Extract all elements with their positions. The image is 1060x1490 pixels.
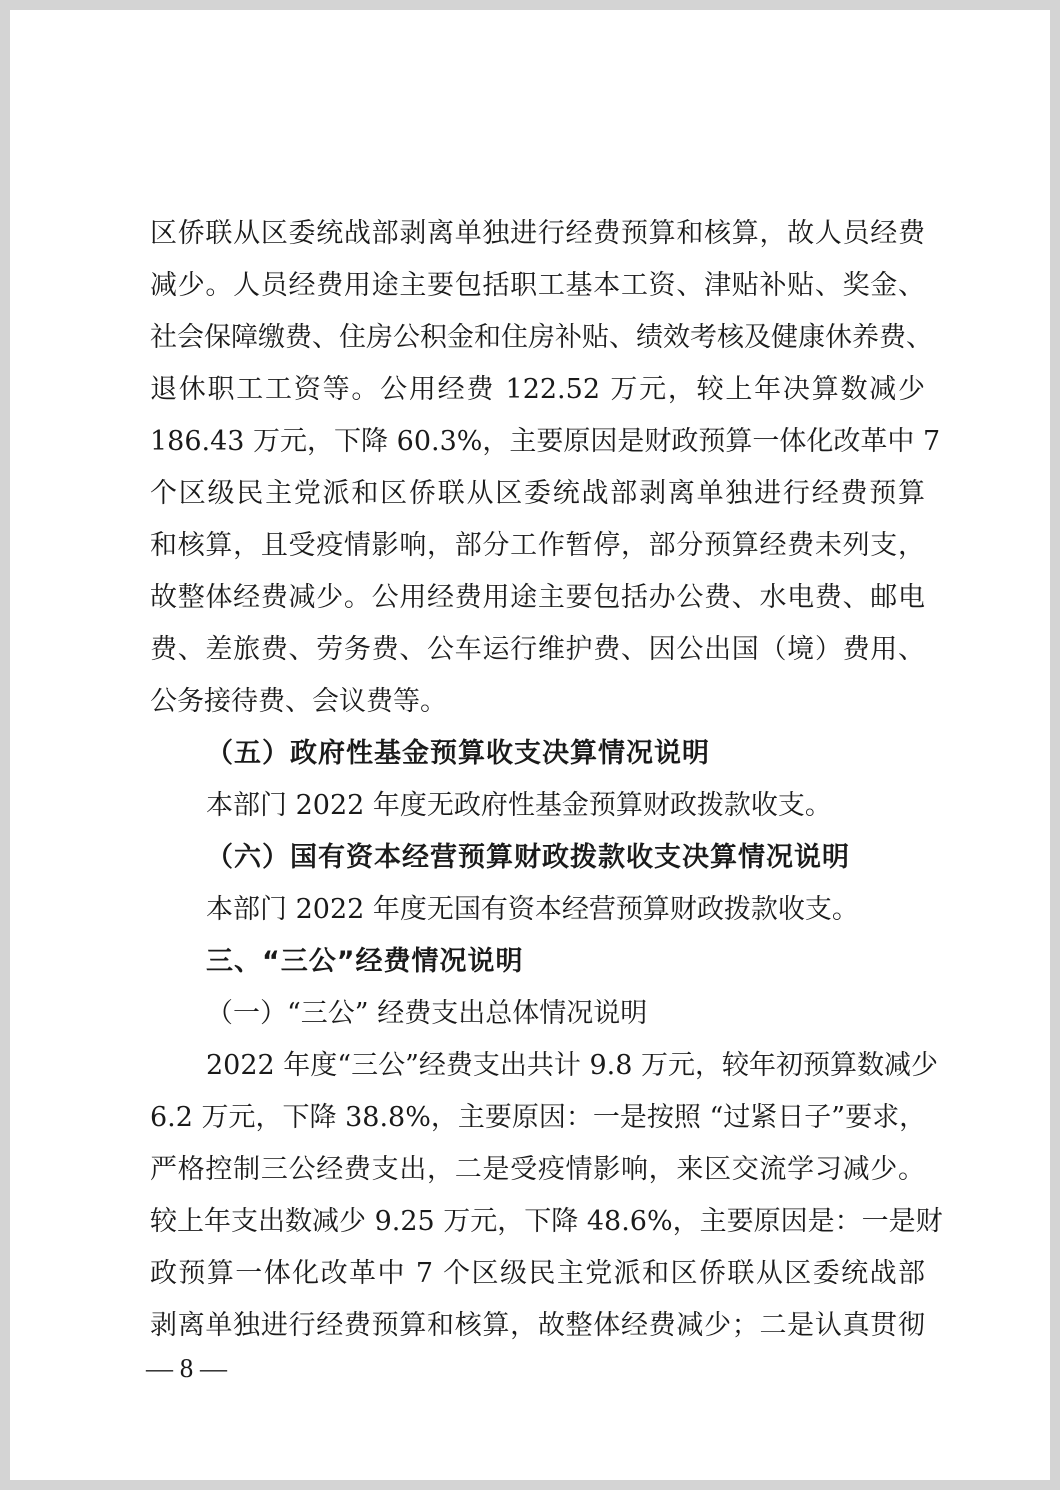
body-text-line: 剥离单独进行经费预算和核算，故整体经费减少；二是认真贯彻 — [150, 1310, 925, 1341]
section-heading-3: 三、“三公”经费情况说明 — [206, 946, 524, 977]
document-page — [10, 10, 1050, 1480]
body-text-line: 个区级民主党派和区侨联从区委统战部剥离单独进行经费预算 — [150, 478, 925, 509]
body-text-line: 严格控制三公经费支出，二是受疫情影响，来区交流学习减少。 — [150, 1154, 925, 1185]
body-text-line: 故整体经费减少。公用经费用途主要包括办公费、水电费、邮电 — [150, 582, 925, 613]
body-text-line: 退休职工工资等。公用经费 122.52 万元，较上年决算数减少 — [150, 374, 925, 405]
body-text-line: 186.43 万元，下降 60.3%，主要原因是财政预算一体化改革中 7 — [150, 426, 941, 457]
body-text-line: 较上年支出数减少 9.25 万元，下降 48.6%，主要原因是：一是财 — [150, 1206, 943, 1237]
subsection-heading-5: （五）政府性基金预算收支决算情况说明 — [206, 738, 710, 769]
subsection-heading-6: （六）国有资本经营预算财政拨款收支决算情况说明 — [206, 842, 850, 873]
body-text-line: 6.2 万元，下降 38.8%，主要原因：一是按照 “过紧日子”要求， — [150, 1102, 927, 1133]
body-text-line: 费、差旅费、劳务费、公车运行维护费、因公出国（境）费用、 — [150, 634, 925, 665]
body-text-line: 2022 年度“三公”经费支出共计 9.8 万元，较年初预算数减少 — [206, 1050, 939, 1081]
body-text-line: 公务接待费、会议费等。 — [150, 686, 447, 717]
page-number: — 8 — — [146, 1353, 227, 1383]
paragraph-5: 本部门 2022 年度无政府性基金预算财政拨款收支。 — [206, 790, 832, 821]
paragraph-6: 本部门 2022 年度无国有资本经营预算财政拨款收支。 — [206, 894, 859, 925]
body-text-line: 减少。人员经费用途主要包括职工基本工资、津贴补贴、奖金、 — [150, 270, 925, 301]
body-text-line: 和核算，且受疫情影响，部分工作暂停，部分预算经费未列支， — [150, 530, 925, 561]
subsection-heading-1: （一）“三公” 经费支出总体情况说明 — [206, 998, 648, 1029]
body-text-line: 社会保障缴费、住房公积金和住房补贴、绩效考核及健康休养费、 — [150, 322, 933, 353]
body-text-line: 区侨联从区委统战部剥离单独进行经费预算和核算，故人员经费 — [150, 218, 925, 249]
body-text-line: 政预算一体化改革中 7 个区级民主党派和区侨联从区委统战部 — [150, 1258, 925, 1289]
